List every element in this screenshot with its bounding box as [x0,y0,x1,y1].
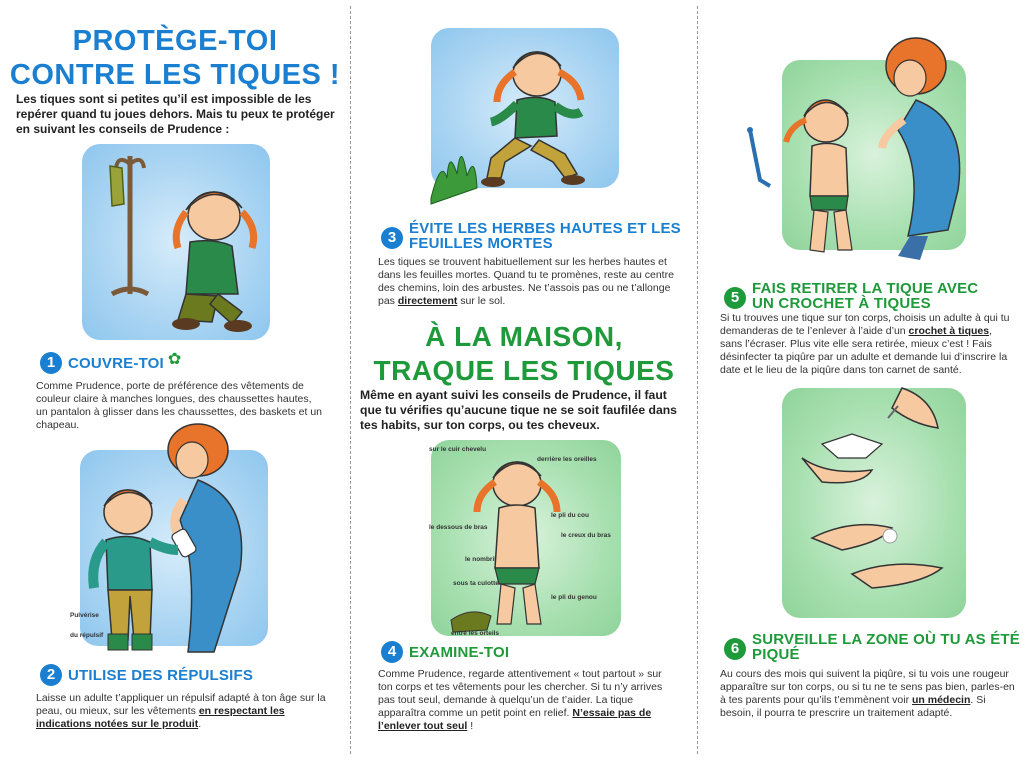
section-6-text: Au cours des mois qui suivent la piqûre, si tu vois une rougeur apparaître sur ton corps, ou si tu ne te sens pas bien, parles-en à tes parents pour qu’ils t’emmènent voir un médecin. Si besoin, il pourra te prescrire un traitement adapté. [720,668,1015,719]
label-pli-cou: le pli du cou [551,512,589,519]
section-4-underlined: N’essaie pas de l’enlever tout seul [378,707,652,732]
section-number-2: 2 [40,664,62,686]
label-pli-genou: le pli du genou [551,594,597,601]
section-2-text: Laisse un adulte t’appliquer un répulsif adapté à ton âge sur la peau, ou mieux, sur les vêtements en respectant les indications notées sur le produit. [36,692,326,730]
leaf-icon: ✿ [167,351,182,368]
section-3-text: Les tiques se trouvent habituellement sur les herbes hautes et dans les feuilles mortes. Quand tu te promènes, reste au centre des chemins, loin des arbustes. Ne t’assois pas ou ne t’allonge pas directement sur le sol. [378,256,674,307]
intro-text: Les tiques sont si petites qu’il est impossible de les repérer quand tu joues dehors. Mais tu peux te protéger en suivant les conseils de Prudence : [16,92,335,136]
section-number-5: 5 [724,287,746,309]
section-4-title: EXAMINE-TOI [409,644,510,661]
section-6-title: SURVEILLE LA ZONE OÙ TU AS ÉTÉ PIQUÉ [752,631,1020,663]
label-culotte: sous ta culotte [453,580,499,587]
label-du-repulsif: du répulsif [70,632,104,639]
main-title-line1: PROTÈGE-TOI [72,25,278,57]
label-dessous-bras: le dessous de bras [429,524,488,531]
tick-removal-drawing [738,30,998,270]
section-3-title: ÉVITE LES HERBES HAUTES ET LES FEUILLES MORTES [409,220,681,252]
main-title-line2: CONTRE LES TIQUES ! [9,59,341,91]
repellent-drawing [80,420,300,660]
section-2-heading [40,664,253,686]
running-girl-drawing [431,28,631,208]
label-creux-bras: le creux du bras [561,532,611,539]
section-number-6: 6 [724,638,746,660]
section-3-heading [381,221,699,251]
label-cuir-chevelu: sur le cuir chevelu [429,446,487,453]
section-2-title: UTILISE DES RÉPULSIFS [68,667,254,684]
section-5-text: Si tu trouves une tique sur ton corps, choisis un adulte à qui tu demanderas de te l’enlever à l’aide d’un crochet à tiques, sans l’écraser. Plus vite elle sera retirée, mieux c’est ! Fais désinfecter ta piqûre par un adulte et demande lui d’inscrire la date et le lieu de la piqûre dans ton carnet de santé. [720,312,1010,376]
section-6-heading [724,632,1022,662]
home-title-line2: TRAQUE LES TIQUES [373,355,675,386]
section-4-text: Comme Prudence, regarde attentivement « tout partout » sur ton corps et tes vêtements pour les chercher. Si tu n’y arrives pas tout seul, demande à quelqu’un de t’aider. La tique apparaîtra comme un petit point en relief. N’essaie pas de l’enlever tout seul ! [378,668,663,732]
section-number-1: 1 [40,352,62,374]
section-6-underlined: un médecin [912,694,971,706]
section-5-heading [724,281,992,311]
body-check-drawing [431,440,621,640]
label-orteils: entre les orteils [451,630,500,637]
section-3-underlined: directement [397,295,458,307]
home-title-line1: À LA MAISON, [425,321,623,352]
section-2-underlined: en respectant les indications notées sur le produit [36,705,285,730]
column-middle [351,0,697,760]
coat-rack-girl-drawing [82,144,270,340]
section-number-3: 3 [381,227,403,249]
section-5-title: FAIS RETIRER LA TIQUE AVEC UN CROCHET À TIQUES [752,280,979,312]
section-1-heading [40,352,181,374]
label-derriere-oreilles: derrière les oreilles [537,456,597,463]
label-nombril: le nombril [465,556,497,563]
section-5-underlined: crochet à tiques [908,325,990,337]
section-4-heading [381,641,509,663]
section-1-text: Comme Prudence, porte de préférence des vêtements de couleur claire à manches longues, des chaussettes hautes, un pantalon à glisser dans les chaussettes, des baskets et un chapeau. [36,380,323,431]
home-intro-text: Même en ayant suivi les conseils de Prudence, il faut que tu vérifies qu’aucune tique ne se soit faufilée dans tes habits, sur ton corps, ou tes cheveux. [360,388,677,432]
column-left [0,0,350,760]
label-pulverise: Pulvérise [70,612,99,619]
section-1-title: COUVRE-TOI [68,355,164,372]
hands-drawing [782,378,982,618]
section-number-4: 4 [381,641,403,663]
column-right [698,0,1024,760]
